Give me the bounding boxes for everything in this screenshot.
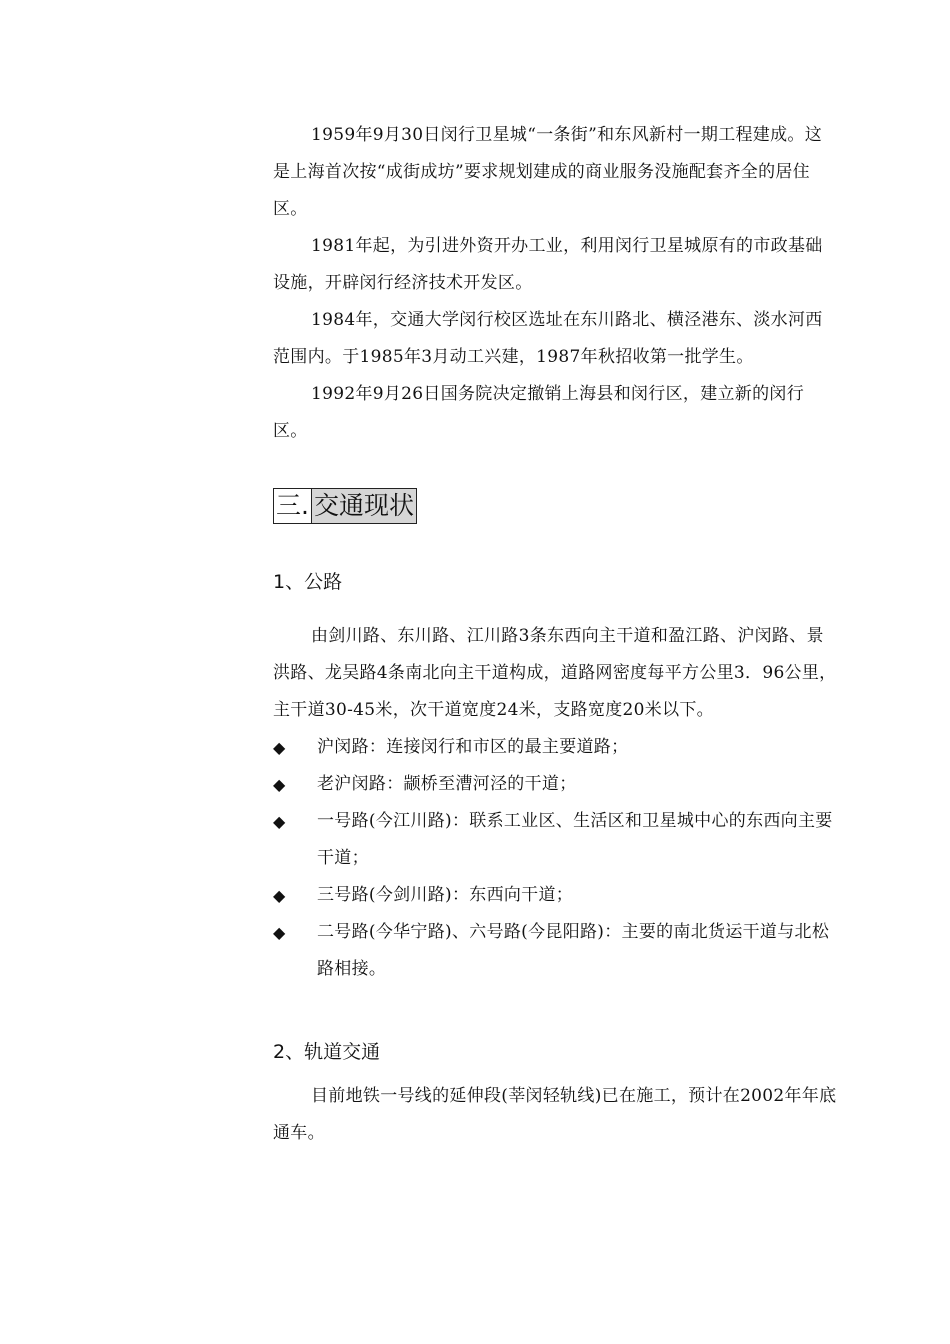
list-item xyxy=(273,877,838,914)
section-heading xyxy=(273,488,838,524)
diamond-bullet-icon: ◆ xyxy=(273,738,286,757)
roads-intro: 由剑川路、东川路、江川路3条东西向主干道和盈江路、沪闵路、景洪路、龙吴路4条南北向主干道构成，道路网密度每平方公里3．96公里，主干道30-45米，次干道宽度24米，支路宽度20米以下。 xyxy=(273,626,837,720)
rail-heading: 2、轨道交通 xyxy=(273,1041,381,1063)
list-item-text: 老沪闵路：颛桥至漕河泾的干道； xyxy=(317,774,577,794)
list-item xyxy=(273,766,838,803)
history-paragraph: 1959年9月30日闵行卫星城“一条街”和东风新村一期工程建成。这是上海首次按“成街成坊”要求规划建成的商业服务没施配套齐全的居住区。 xyxy=(273,125,822,219)
list-item-text: 沪闵路：连接闵行和市区的最主要道路； xyxy=(317,737,629,757)
list-item-text: 三号路(今剑川路)：东西向干道； xyxy=(317,885,574,905)
diamond-bullet-icon: ◆ xyxy=(273,775,286,794)
rail-paragraph: 目前地铁一号线的延伸段(莘闵轻轨线)已在施工，预计在2002年年底通车。 xyxy=(273,1086,837,1143)
list-item xyxy=(273,914,838,988)
diamond-bullet-icon: ◆ xyxy=(273,812,286,831)
list-item xyxy=(273,803,838,877)
diamond-bullet-icon: ◆ xyxy=(273,923,286,942)
section-title: 交通现状 xyxy=(312,488,417,524)
section-number: 三. xyxy=(273,488,312,524)
history-paragraph: 1992年9月26日国务院决定撤销上海县和闵行区，建立新的闵行区。 xyxy=(273,384,805,441)
list-item-text: 二号路(今华宁路)、六号路(今昆阳路)：主要的南北货运干道与北松路相接。 xyxy=(317,922,830,979)
roads-list xyxy=(273,729,838,988)
document-body xyxy=(273,117,838,1152)
history-paragraph: 1984年，交通大学闵行校区选址在东川路北、横泾港东、淡水河西范围内。于1985年3月动工兴建，1987年秋招收第一批学生。 xyxy=(273,310,823,367)
diamond-bullet-icon: ◆ xyxy=(273,886,286,905)
history-paragraph: 1981年起，为引进外资开办工业，利用闵行卫星城原有的市政基础设施，开辟闵行经济技术开发区。 xyxy=(273,236,823,293)
list-item xyxy=(273,729,838,766)
roads-heading: 1、公路 xyxy=(273,571,343,593)
list-item-text: 一号路(今江川路)：联系工业区、生活区和卫星城中心的东西向主要干道； xyxy=(317,811,833,868)
